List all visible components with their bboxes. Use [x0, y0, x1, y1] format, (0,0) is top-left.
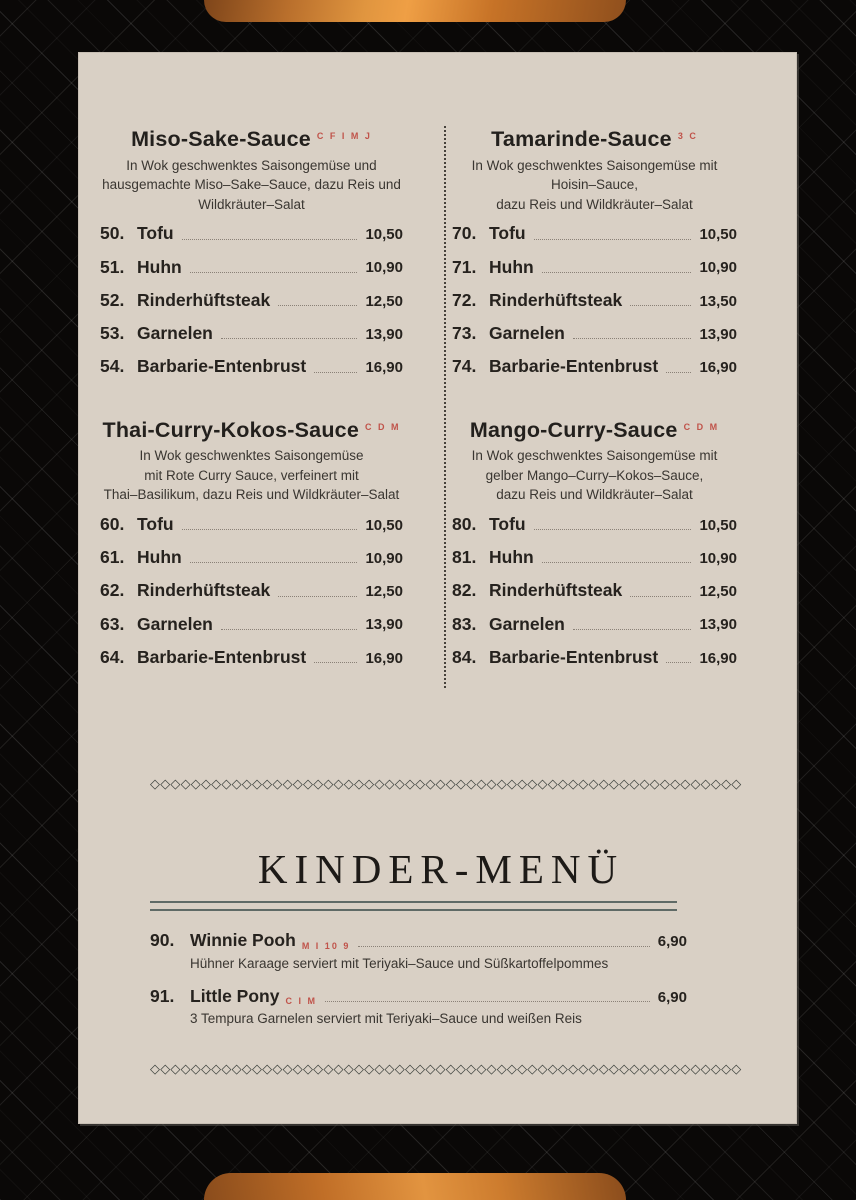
section-mango-curry-sauce [452, 419, 737, 668]
item-price: 12,50 [699, 583, 737, 601]
item-price: 13,90 [699, 616, 737, 634]
item-price: 6,90 [657, 933, 687, 951]
item-number: 74. [452, 356, 477, 377]
section-miso-sake-sauce [100, 128, 403, 377]
item-price: 10,90 [365, 259, 403, 277]
dotted-leader [182, 529, 358, 530]
item-price: 10,90 [699, 549, 737, 567]
item-price: 13,90 [365, 616, 403, 634]
menu-item-row [452, 258, 737, 277]
item-name: Little Pony [190, 985, 280, 1006]
item-price: 13,90 [699, 325, 737, 343]
dotted-leader [278, 305, 357, 306]
dotted-leader [221, 629, 358, 630]
item-number: 72. [452, 289, 477, 310]
menu-item-row [452, 324, 737, 343]
item-name: Barbarie-Entenbrust [137, 356, 307, 377]
item-price: 10,50 [699, 516, 737, 534]
item-name: Winnie Pooh [190, 930, 296, 951]
column-divider-dotted [444, 126, 446, 688]
dotted-leader [278, 596, 357, 597]
kinder-item [150, 931, 687, 972]
item-name: Huhn [489, 547, 534, 568]
menu-item-row [452, 581, 737, 600]
allergen-codes: C D M [364, 421, 401, 432]
item-price: 16,90 [365, 649, 403, 667]
item-price: 16,90 [699, 649, 737, 667]
dotted-leader [542, 272, 692, 273]
dotted-leader [534, 529, 692, 530]
item-description: 3 Tempura Garnelen serviert mit Teriyaki–Sauce und weißen Reis [190, 1011, 582, 1027]
menu-item-row [452, 291, 737, 310]
item-list [452, 224, 737, 376]
item-name: Rinderhüftsteak [489, 580, 623, 601]
dotted-leader [221, 338, 358, 339]
menu-card [78, 52, 797, 1124]
item-price: 12,50 [365, 292, 403, 310]
dotted-leader [666, 662, 691, 663]
menu-item-row [452, 548, 737, 567]
allergen-codes: C F I M J [316, 131, 372, 141]
item-price: 10,90 [699, 259, 737, 277]
item-name: Garnelen [489, 323, 565, 344]
item-number: 81. [452, 547, 477, 568]
item-name: Rinderhüftsteak [489, 289, 623, 310]
dotted-leader [358, 946, 649, 947]
item-price: 16,90 [365, 359, 403, 377]
allergen-codes: M I 10 9 [301, 940, 351, 951]
menu-item-row [100, 615, 403, 634]
double-rule [150, 901, 677, 911]
kinder-menu-title: KINDER-MENÜ [257, 846, 625, 893]
item-name: Huhn [489, 256, 534, 277]
item-name: Rinderhüftsteak [137, 580, 271, 601]
item-price: 10,50 [365, 516, 403, 534]
item-number: 64. [100, 646, 125, 667]
item-price: 13,50 [699, 292, 737, 310]
section-description: In Wok geschwenktes Saisongemüse mit Hoisin–Sauce, dazu Reis und Wildkräuter–Salat [471, 157, 718, 212]
kinder-item-row [150, 987, 687, 1006]
item-number: 51. [100, 256, 125, 277]
item-name: Rinderhüftsteak [137, 289, 271, 310]
menu-item-row [452, 648, 737, 667]
item-number: 63. [100, 613, 125, 634]
sauce-sections [100, 128, 797, 667]
menu-item-row [100, 258, 403, 277]
dotted-leader [182, 239, 358, 240]
dotted-leader [630, 596, 691, 597]
item-name: Barbarie-Entenbrust [137, 646, 307, 667]
item-description: Hühner Karaage serviert mit Teriyaki–Sauce und Süßkartoffelpommes [190, 955, 609, 971]
dotted-leader [573, 629, 692, 630]
kinder-item-row [150, 931, 687, 950]
section-title [452, 419, 737, 443]
item-name: Barbarie-Entenbrust [489, 646, 659, 667]
allergen-codes: 3 C [677, 131, 698, 141]
item-price: 10,50 [699, 226, 737, 244]
menu-item-row [100, 581, 403, 600]
item-number: 50. [100, 223, 125, 244]
allergen-codes: C D M [683, 421, 720, 432]
dotted-leader [190, 562, 358, 563]
section-title-text: Mango-Curry-Sauce [469, 417, 678, 442]
menu-item-row [100, 291, 403, 310]
item-name: Huhn [137, 547, 182, 568]
item-number: 90. [150, 930, 175, 951]
section-description: In Wok geschwenktes Saisongemüse und hausgemachte Miso–Sake–Sauce, dazu Reis und Wildkräuter–Salat [102, 157, 401, 212]
section-title [452, 128, 737, 152]
section-title-text: Thai-Curry-Kokos-Sauce [102, 417, 359, 442]
copper-top-ornament [204, 0, 626, 22]
item-number: 70. [452, 223, 477, 244]
dotted-leader [190, 272, 358, 273]
section-tamarinde-sauce [452, 128, 737, 377]
item-number: 84. [452, 646, 477, 667]
item-number: 61. [100, 547, 125, 568]
dotted-leader [630, 305, 691, 306]
allergen-codes: C I M [285, 996, 317, 1007]
item-price: 16,90 [699, 359, 737, 377]
item-number: 80. [452, 513, 477, 534]
item-number: 60. [100, 513, 125, 534]
menu-item-row [100, 548, 403, 567]
item-list [100, 515, 403, 667]
menu-item-row [100, 648, 403, 667]
item-name: Garnelen [137, 323, 213, 344]
item-number: 53. [100, 323, 125, 344]
dotted-leader [325, 1001, 650, 1002]
section-title-text: Miso-Sake-Sauce [131, 127, 311, 151]
item-name: Barbarie-Entenbrust [489, 356, 659, 377]
menu-item-row [452, 224, 737, 243]
diamond-divider: ◇◇◇◇◇◇◇◇◇◇◇◇◇◇◇◇◇◇◇◇◇◇◇◇◇◇◇◇◇◇◇◇◇◇◇◇◇◇◇◇◇◇◇◇◇◇◇◇◇◇◇◇◇◇◇◇◇◇ [150, 776, 742, 792]
item-name: Tofu [489, 513, 526, 534]
section-description: In Wok geschwenktes Saisongemüse mit Rote Curry Sauce, verfeinert mit Thai–Basilikum, dazu Reis und Wildkräuter–Salat [103, 448, 400, 503]
item-price: 12,50 [365, 583, 403, 601]
section-title [100, 128, 403, 152]
menu-item-row [100, 324, 403, 343]
item-number: 54. [100, 356, 125, 377]
item-name: Garnelen [137, 613, 213, 634]
item-price: 13,90 [365, 325, 403, 343]
section-thai-curry-kokos-sauce [100, 419, 403, 668]
item-number: 82. [452, 580, 477, 601]
item-price: 6,90 [657, 988, 687, 1006]
section-description: In Wok geschwenktes Saisongemüse mit gelber Mango–Curry–Kokos–Sauce, dazu Reis und Wildkräuter–Salat [471, 448, 718, 503]
item-name: Garnelen [489, 613, 565, 634]
menu-item-row [452, 615, 737, 634]
item-list [452, 515, 737, 667]
item-name: Tofu [137, 223, 174, 244]
item-price: 10,50 [365, 226, 403, 244]
item-name: Tofu [137, 513, 174, 534]
item-list [100, 224, 403, 376]
dotted-leader [314, 372, 357, 373]
menu-item-row [100, 224, 403, 243]
item-number: 52. [100, 289, 125, 310]
kinder-item-list [150, 931, 687, 1028]
item-price: 10,90 [365, 549, 403, 567]
item-number: 83. [452, 613, 477, 634]
menu-item-row [100, 357, 403, 376]
item-name: Tofu [489, 223, 526, 244]
kinder-item [150, 987, 687, 1028]
diamond-divider: ◇◇◇◇◇◇◇◇◇◇◇◇◇◇◇◇◇◇◇◇◇◇◇◇◇◇◇◇◇◇◇◇◇◇◇◇◇◇◇◇◇◇◇◇◇◇◇◇◇◇◇◇◇◇◇◇◇◇ [150, 1061, 742, 1077]
item-number: 62. [100, 580, 125, 601]
dotted-leader [534, 239, 692, 240]
section-title-text: Tamarinde-Sauce [491, 127, 672, 151]
dotted-leader [542, 562, 692, 563]
dotted-leader [666, 372, 691, 373]
menu-item-row [100, 515, 403, 534]
menu-item-row [452, 515, 737, 534]
item-number: 73. [452, 323, 477, 344]
section-title [100, 419, 403, 443]
item-number: 91. [150, 985, 175, 1006]
dotted-leader [573, 338, 692, 339]
item-name: Huhn [137, 256, 182, 277]
item-number: 71. [452, 256, 477, 277]
copper-bottom-ornament [204, 1173, 626, 1200]
menu-item-row [452, 357, 737, 376]
dotted-leader [314, 662, 357, 663]
